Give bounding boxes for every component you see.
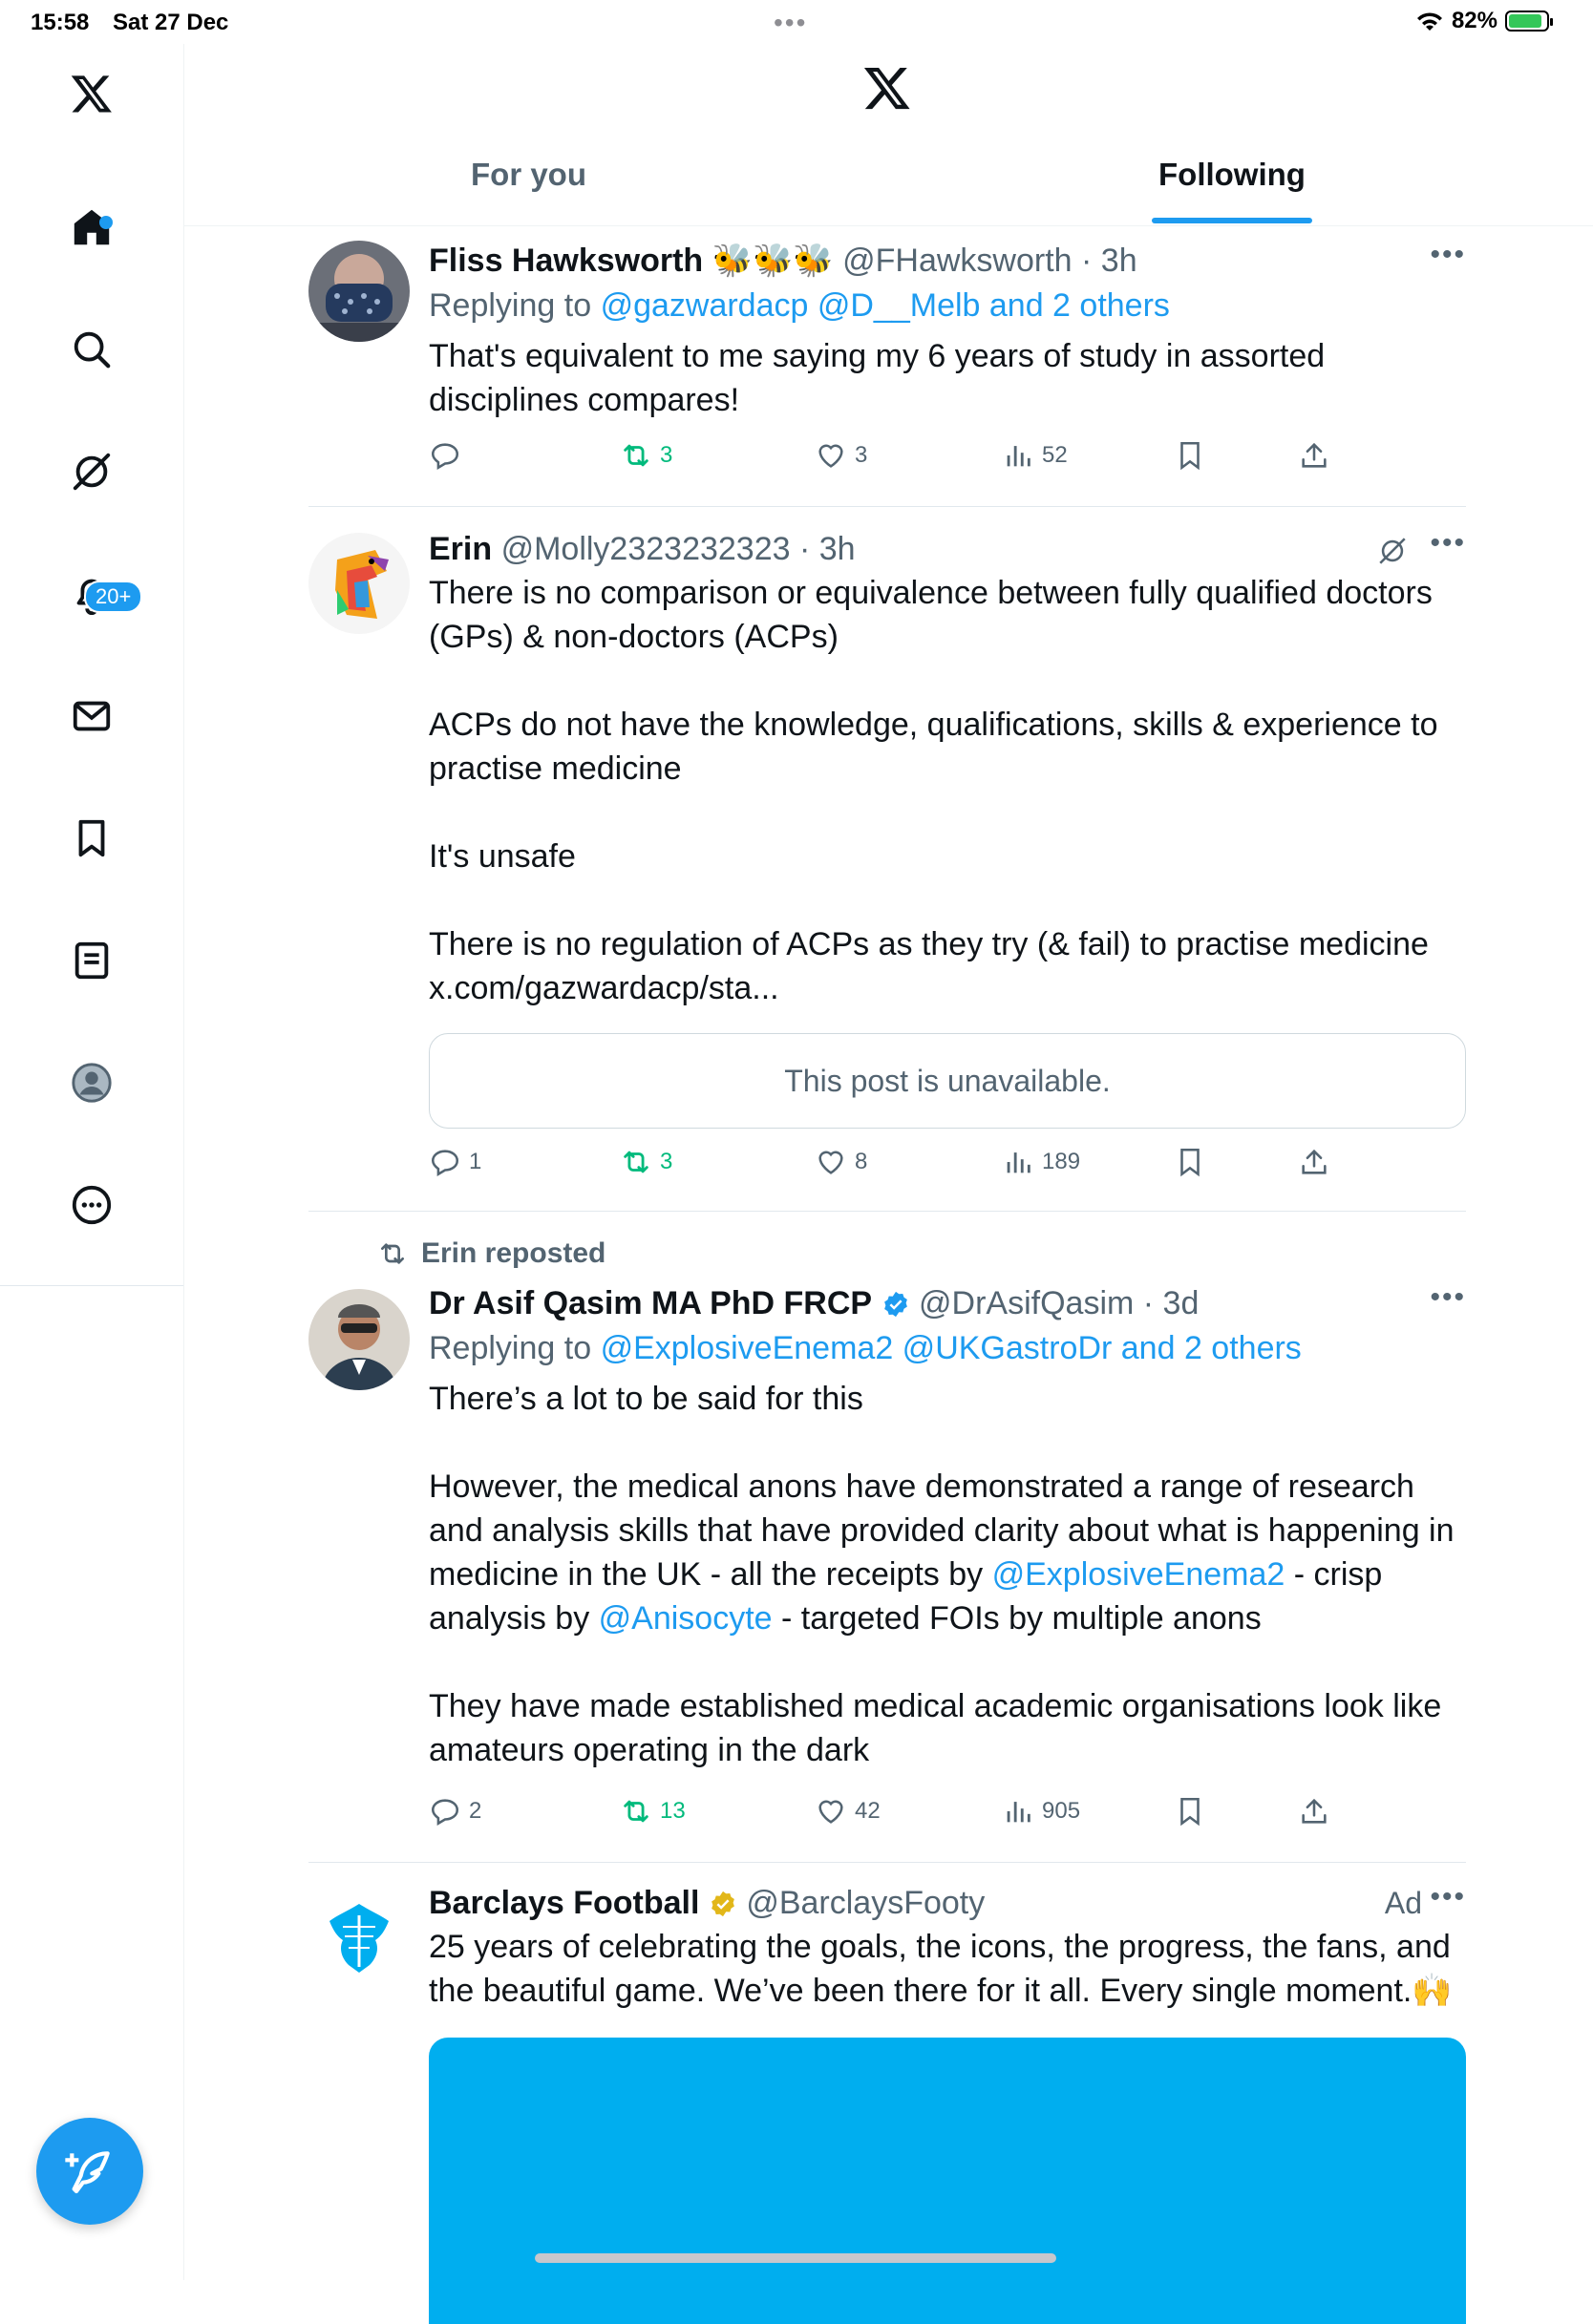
reply-count: 1 [469,1149,482,1174]
repost-button[interactable] [620,1146,672,1178]
compose-feather-icon [63,2144,117,2198]
avatar[interactable] [308,1887,410,1988]
post-dr-asif-qasim[interactable] [308,1237,1466,1858]
post-divider [308,506,1466,507]
replying-to [429,1325,1466,1371]
author-name[interactable]: Dr Asif Qasim MA PhD FRCP [429,1285,873,1321]
post-content [429,1881,1466,2013]
grok-icon[interactable] [1376,535,1409,572]
post-text: 25 years of celebrating the goals, the icons, the progress, the fans, and the beautiful game. We’ve been there for it all. Every single moment.🙌 [429,1929,1460,2009]
share-button[interactable] [1298,1146,1330,1178]
status-bar [0,0,1593,44]
more-options-icon[interactable]: ••• [1430,527,1466,559]
post-text-part: - crisp analysis by [429,1556,1391,1637]
author-handle[interactable]: @DrAsifQasim [919,1285,1135,1321]
like-button[interactable] [815,439,867,472]
profile-icon[interactable] [63,1054,120,1111]
notifications-badge: 20+ [84,581,142,613]
share-icon [1298,1146,1330,1178]
view-count: 189 [1042,1149,1081,1174]
like-button[interactable] [815,1146,867,1178]
time-separator: · [790,531,819,567]
more-options-icon[interactable]: ••• [1430,239,1466,270]
more-options-icon[interactable]: ••• [1430,1281,1466,1313]
post-fliss-hawksworth[interactable] [308,239,1466,496]
post-barclays-football-ad[interactable] [308,1881,1466,2280]
repost-count: 13 [660,1798,686,1824]
author-handle[interactable]: @Molly2323232323 [500,531,791,567]
post-content [429,527,1466,1010]
home-indicator[interactable] [535,2253,1056,2263]
post-header [429,1281,1466,1325]
views-chart-icon [1002,1146,1034,1178]
sidebar [0,44,184,2280]
battery-percent: 82% [1451,8,1497,33]
post-actions [429,439,1365,477]
like-count: 42 [855,1798,881,1824]
battery-icon [1505,11,1549,32]
status-date: Sat 27 Dec [113,10,229,35]
repost-icon [377,1238,408,1269]
reply-button[interactable] [429,1795,481,1828]
verified-badge-icon [881,1290,910,1319]
author-name[interactable]: Erin [429,531,493,567]
avatar[interactable] [308,241,410,342]
share-button[interactable] [1298,1795,1330,1828]
home-unread-dot [99,216,113,229]
ad-label: Ad [1384,1886,1422,1920]
bookmark-icon [1174,1795,1206,1828]
mention-link[interactable]: @Anisocyte [598,1600,773,1637]
search-icon[interactable] [63,321,120,378]
reply-icon [429,439,461,472]
repost-button[interactable] [620,439,672,472]
views-chart-icon [1002,439,1034,472]
post-text-part: - targeted FOIs by multiple anons They have made established medical academic organisations look like amateurs operating in the dark [429,1600,1442,1768]
repost-icon [620,1146,652,1178]
post-link[interactable]: x.com/gazwardacp/sta... [429,970,779,1006]
heart-icon [815,439,847,472]
post-text: That's equivalent to me saying my 6 years of study in assorted disciplines compares! [429,338,1334,418]
post-text [429,1377,1466,1772]
bookmark-button[interactable] [1174,439,1206,472]
replying-to [429,283,1466,328]
post-header [429,239,1466,283]
heart-icon [815,1146,847,1178]
post-actions [429,1146,1365,1184]
repost-icon [620,1795,652,1828]
replying-to-prefix: Replying to [429,1330,592,1366]
multitasking-dots-icon[interactable]: ••• [774,8,808,37]
heart-icon [815,1795,847,1828]
bookmark-button[interactable] [1174,1795,1206,1828]
post-time[interactable]: 3h [818,531,856,567]
views-button[interactable] [1002,439,1068,472]
post-text: There is no comparison or equivalence between fully qualified doctors (GPs) & non-doctors (ACPs) ACPs do not have the knowledge, qualifications, skills & experience to practise medicine It's unsafe There is no regulation of ACPs as they try (& fail) to practise medicine [429,575,1438,962]
post-divider [308,1862,1466,1863]
views-chart-icon [1002,1795,1034,1828]
post-time[interactable]: 3h [1100,243,1137,279]
bookmarks-icon[interactable] [63,810,120,867]
replying-to-users[interactable]: @gazwardacp @D__Melb and 2 others [600,287,1170,324]
time-separator: · [1134,1285,1163,1321]
grok-icon[interactable] [63,443,120,500]
status-right [1415,8,1549,34]
bookmark-button[interactable] [1174,1146,1206,1178]
author-handle[interactable]: @BarclaysFooty [746,1885,986,1921]
more-icon[interactable] [63,1176,120,1234]
author-name[interactable]: Barclays Football [429,1885,700,1921]
author-handle[interactable]: @FHawksworth [842,243,1073,279]
repost-button[interactable] [620,1795,686,1828]
avatar[interactable] [308,533,410,634]
views-button[interactable] [1002,1146,1080,1178]
views-button[interactable] [1002,1795,1080,1828]
post-content [429,239,1466,422]
reply-icon [429,1795,461,1828]
reply-button[interactable] [429,439,469,472]
tab-following[interactable]: Following [1158,157,1306,192]
repost-count: 3 [660,442,673,468]
more-options-icon[interactable]: ••• [1430,1881,1466,1912]
author-emoji: 🐝🐝🐝 [712,243,834,279]
tab-for-you[interactable]: For you [471,157,586,192]
like-button[interactable] [815,1795,881,1828]
post-header [429,527,1466,571]
repost-label: Erin reposted [421,1237,606,1269]
x-logo-icon [862,63,912,117]
avatar[interactable] [308,1289,410,1390]
home-icon[interactable] [63,199,120,256]
status-time: 15:58 [31,10,90,35]
bookmark-icon [1174,1146,1206,1178]
wifi-icon [1415,10,1444,32]
like-count: 3 [855,442,868,468]
repost-count: 3 [660,1149,673,1174]
like-count: 8 [855,1149,868,1174]
reply-count: 2 [469,1798,482,1824]
repost-indicator[interactable] [377,1237,605,1270]
mention-link[interactable]: @ExplosiveEnema2 [991,1556,1285,1593]
messages-icon[interactable] [63,687,120,745]
reply-button[interactable] [429,1146,481,1178]
post-time[interactable]: 3d [1162,1285,1200,1321]
bookmark-icon [1174,439,1206,472]
post-erin[interactable] [308,527,1466,1195]
share-icon [1298,1795,1330,1828]
timeline-header [184,44,1593,226]
author-name[interactable]: Fliss Hawksworth [429,243,704,279]
x-logo-icon[interactable] [63,65,120,122]
time-separator: · [1072,243,1101,279]
compose-post-button[interactable] [36,2118,143,2225]
quoted-post-unavailable[interactable]: This post is unavailable. [429,1033,1466,1129]
post-content [429,1281,1466,1772]
verified-gold-badge-icon [709,1890,737,1918]
share-icon [1298,439,1330,472]
post-actions [429,1795,1365,1833]
lists-icon[interactable] [63,932,120,989]
view-count: 905 [1042,1798,1081,1824]
replying-to-prefix: Replying to [429,287,592,324]
post-header [429,1881,1466,1925]
post-divider [308,1211,1466,1212]
repost-icon [620,439,652,472]
replying-to-users[interactable]: @ExplosiveEnema2 @UKGastroDr and 2 others [600,1330,1302,1366]
sidebar-divider [0,1285,183,1286]
active-tab-indicator [1152,218,1312,223]
view-count: 52 [1042,442,1068,468]
ad-media[interactable] [429,2038,1466,2324]
reply-icon [429,1146,461,1178]
share-button[interactable] [1298,439,1330,472]
post-text-part: There’s a lot to be said for this However, the medical anons have demonstrated a range of research and analysis skills that have provided clarity about what is happening in medicine in the UK - all the receipts by [429,1381,1455,1593]
